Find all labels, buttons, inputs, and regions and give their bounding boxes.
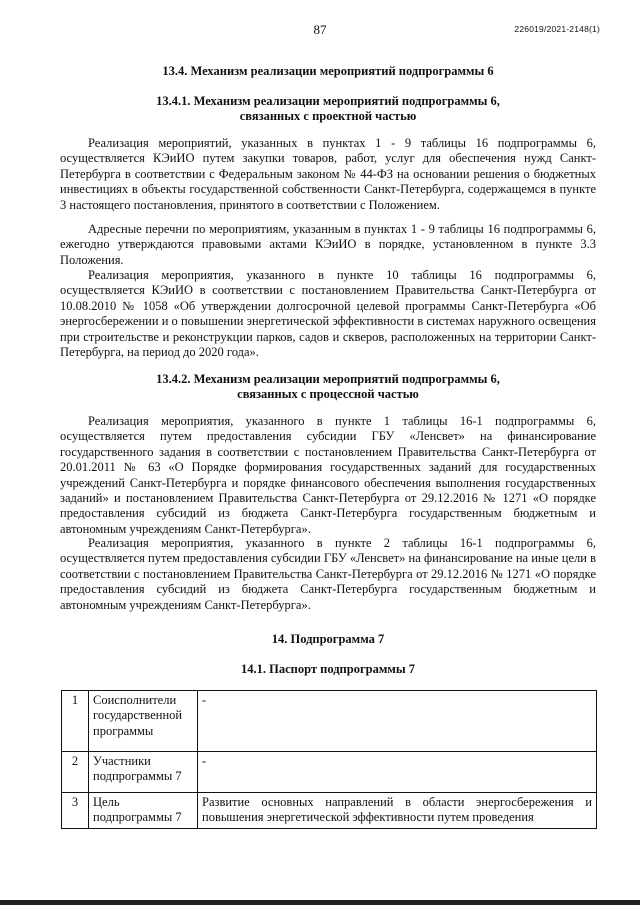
row-value: - [198,752,597,793]
section-13-4-2-title-line1: 13.4.2. Механизм реализации мероприятий подпрограммы 6, [156,372,500,386]
section-13-4-1-paragraph-1: Реализация мероприятий, указанных в пунктах 1 - 9 таблицы 16 подпрограммы 6, осуществляется КЭиИО путем закупки товаров, работ, услуг для обеспечения нужд Санкт-Петербурга в соответствии с Федеральным законом № 44-ФЗ на основании решения о бюджетных инвестициях в объекты государственной собственности Санкт-Петербурга, содержащемся в пункте 3 настоящего постановления, принятого в соответствии с Положением. [60,136,596,212]
row-value: Развитие основных направлений в области энергосбережения и повышения энергетической эффективности путем проведения [198,793,597,829]
row-number: 3 [62,793,89,829]
section-13-4-2-paragraph-2: Реализация мероприятия, указанного в пункте 2 таблицы 16-1 подпрограммы 6, осуществляется путем предоставления субсидии ГБУ «Ленсвет» на финансирование на иные цели в соответствии с постановлением Правительства Санкт-Петербурга от 29.12.2016 № 1271 «О порядке предоставления субсидий из бюджета Санкт-Петербурга государственным бюджетным и автономным учреждениям Санкт-Петербурга». [60,536,596,612]
section-13-4-title: 13.4. Механизм реализации мероприятий подпрограммы 6 [162,64,494,78]
section-13-4-2-title-line2: связанных с процессной частью [237,387,419,401]
table-row [62,752,597,793]
section-13-4-1-paragraph-2: Адресные перечни по мероприятиям, указанным в пунктах 1 - 9 таблицы 16 подпрограммы 6, ежегодно утверждаются правовыми актами КЭиИО в порядке, установленном в пункте 3.3 Положения. [60,222,596,267]
section-14-1-title: 14.1. Паспорт подпрограммы 7 [240,662,415,676]
page-number: 87 [313,22,327,37]
section-14-title: 14. Подпрограмма 7 [271,632,385,646]
row-number: 1 [62,691,89,752]
section-13-4-1-paragraph-3: Реализация мероприятия, указанного в пункте 10 таблицы 16 подпрограммы 6, осуществляется КЭиИО в соответствии с постановлением Правительства Санкт-Петербурга от 10.08.2010 № 1058 «Об утверждении долгосрочной целевой программы Санкт-Петербурга «Об энергосбережении и о повышении энергетической эффективности в системах наружного освещения при строительстве и реконструкции парков, садов и скверов, расположенных на территории Санкт-Петербурга, на период до 2020 года». [60,268,596,360]
scan-bottom-edge [0,900,640,905]
section-13-4-1-title-line2: связанных с проектной частью [239,109,417,123]
table-row [62,691,597,752]
row-value: - [198,691,597,752]
table-row [62,793,597,829]
passport-table [61,690,597,829]
section-13-4-2-paragraph-1: Реализация мероприятия, указанного в пункте 1 таблицы 16-1 подпрограммы 6, осуществляется путем предоставления субсидии ГБУ «Ленсвет» на финансирование государственного задания в соответствии с постановлением Правительства Санкт-Петербурга от 20.01.2011 № 63 «О Порядке формирования государственных заданий для государственных учреждений Санкт-Петербурга и порядке финансового обеспечения выполнения государственных заданий» и постановлением Правительства Санкт-Петербурга от 29.12.2016 № 1271 «О порядке предоставления субсидий из бюджета Санкт-Петербурга государственным бюджетным и автономным учреждениям Санкт-Петербурга». [60,414,596,536]
row-label: Цель подпрограммы 7 [89,793,198,829]
document-id: 226019/2021-2148(1) [514,24,600,34]
row-label: Соисполнители государственной программы [89,691,198,752]
row-number: 2 [62,752,89,793]
row-label: Участники подпрограммы 7 [89,752,198,793]
section-13-4-1-title-line1: 13.4.1. Механизм реализации мероприятий подпрограммы 6, [156,94,500,108]
